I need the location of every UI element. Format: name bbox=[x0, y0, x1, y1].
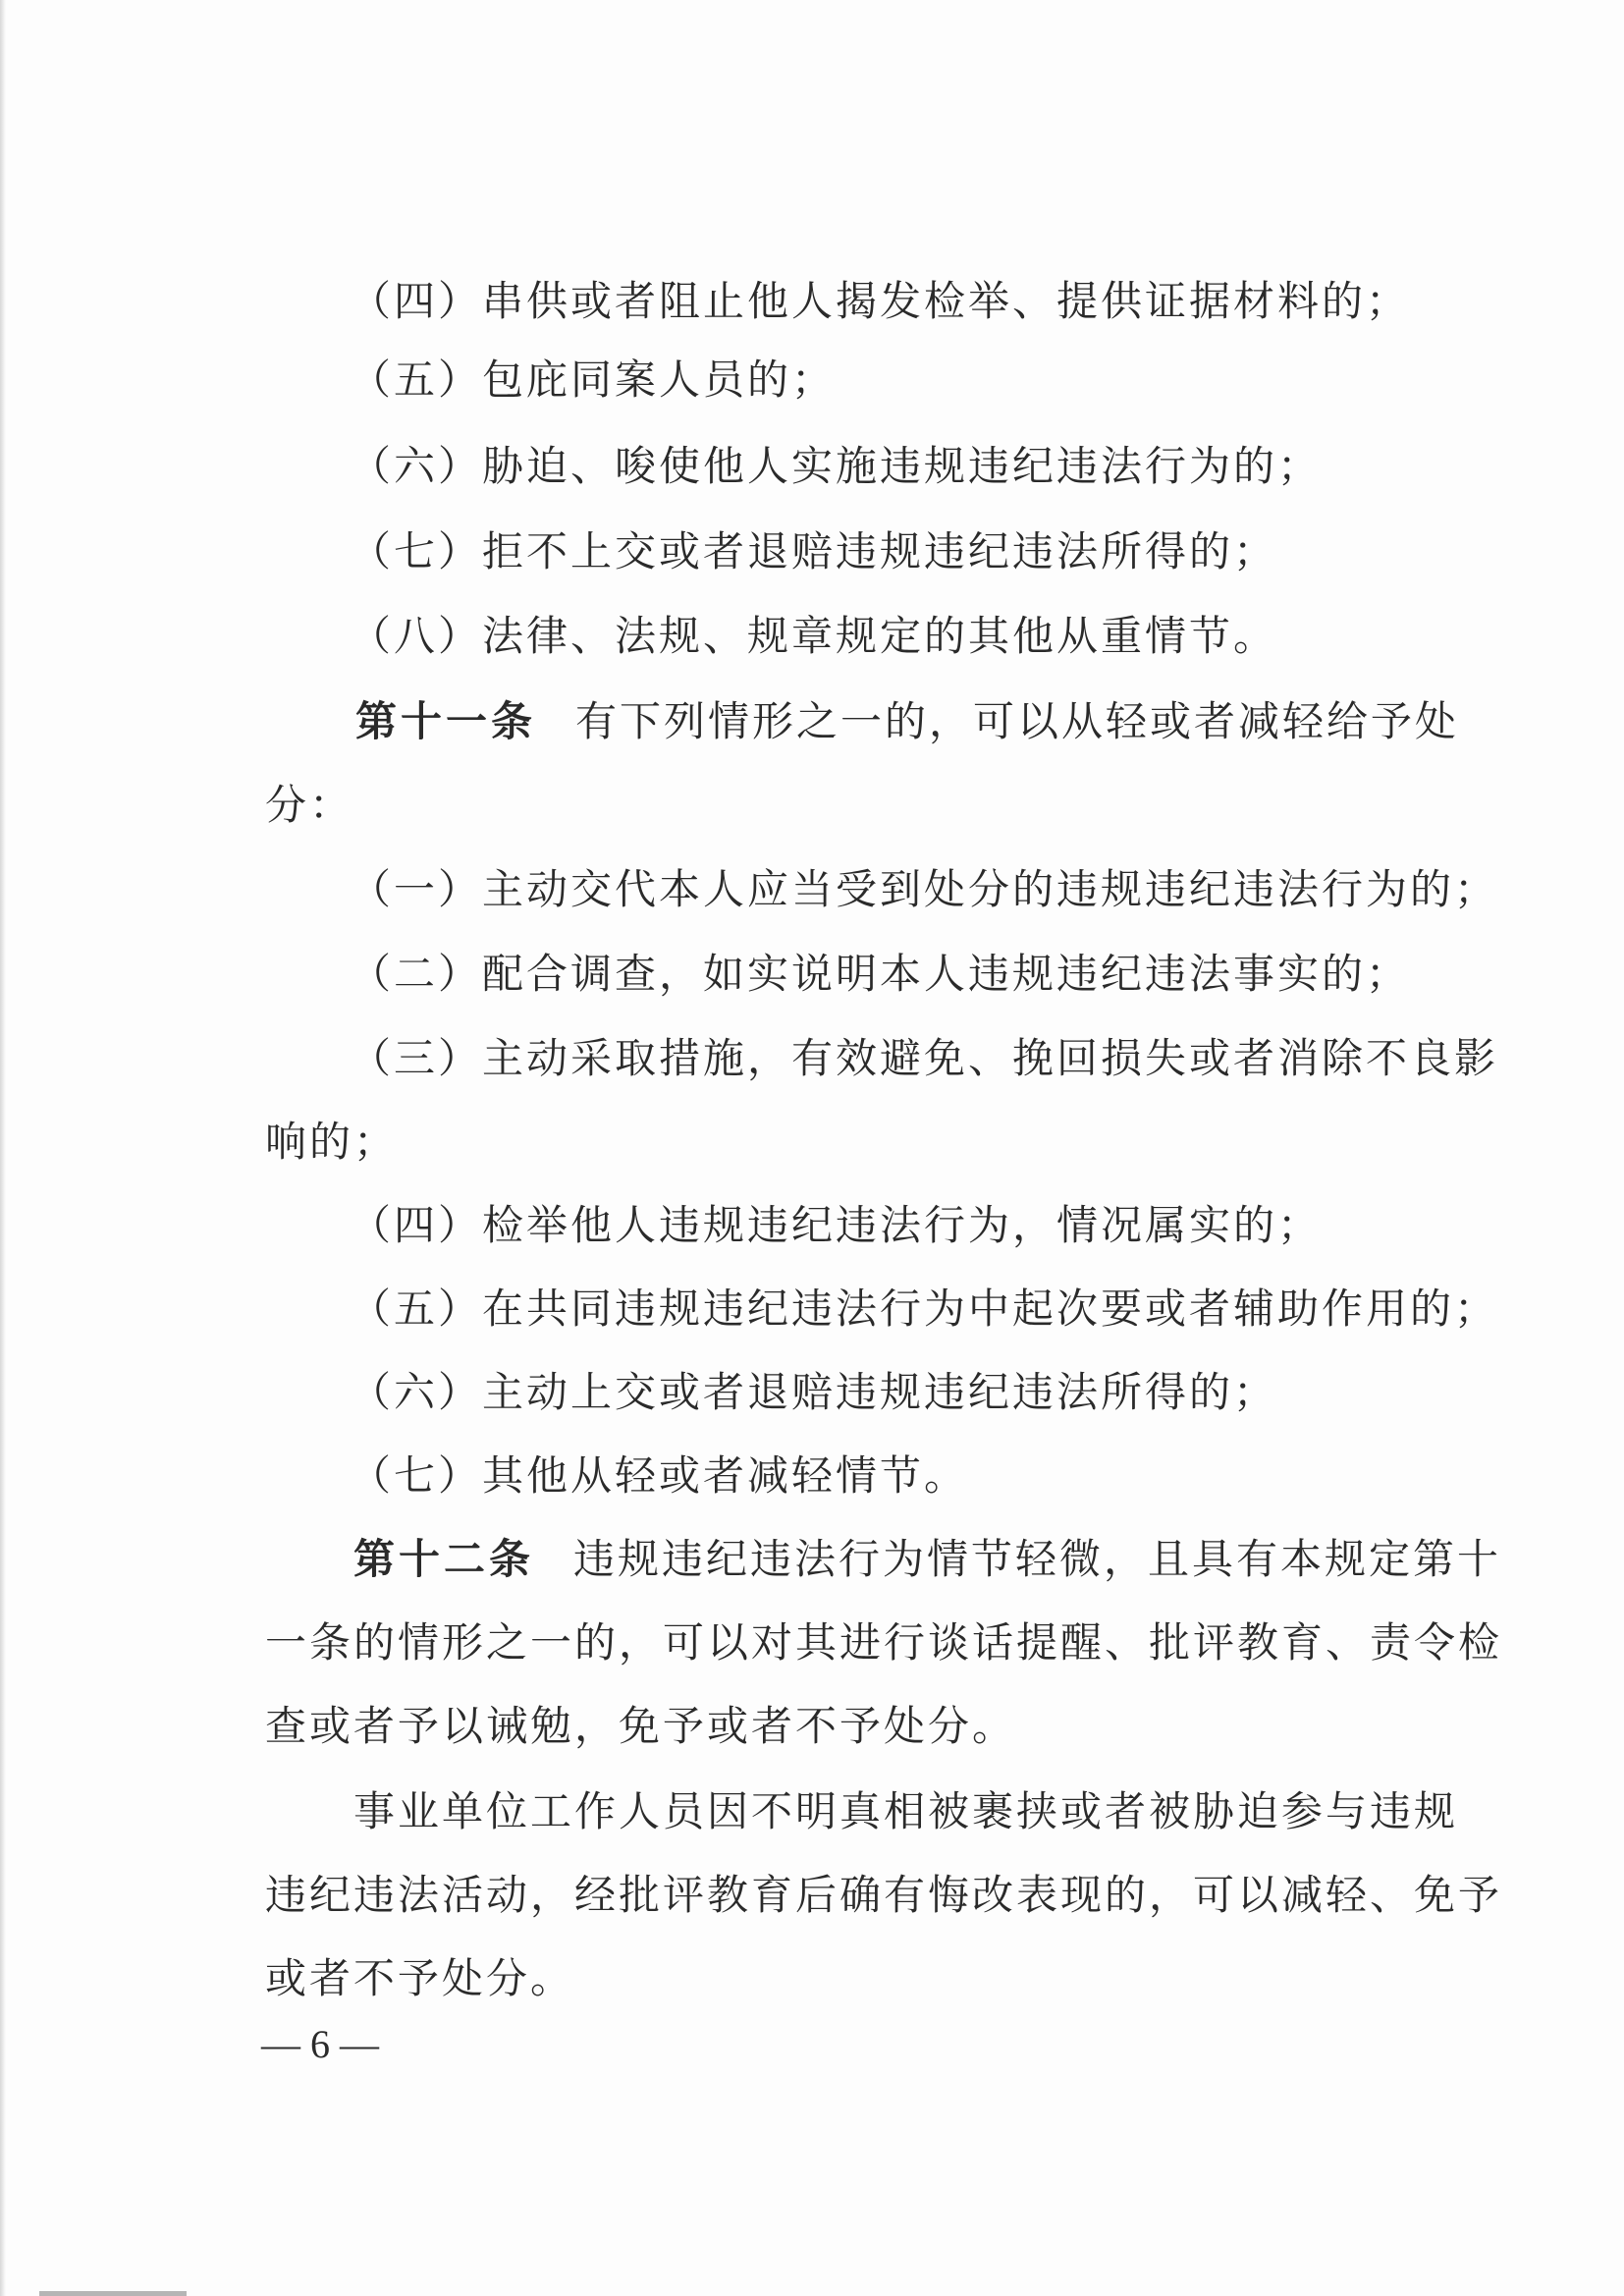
list-b-item-4: （四）检举他人违规违纪违法行为，情况属实的； bbox=[350, 1201, 1323, 1249]
list-b-item-7: （七）其他从轻或者减轻情节。 bbox=[350, 1451, 969, 1500]
paragraph-line-1: 事业单位工作人员因不明真相被裹挟或者被胁迫参与违规 bbox=[353, 1787, 1459, 1835]
list-b-item-3-line-2: 响的； bbox=[265, 1118, 399, 1166]
list-b-item-3-line-1: （三）主动采取措施，有效避免、挽回损失或者消除不良影 bbox=[350, 1034, 1499, 1082]
article-12-line-2: 一条的情形之一的，可以对其进行谈话提醒、批评教育、责令检 bbox=[265, 1618, 1503, 1667]
article-12-line-3: 查或者予以诫勉，免予或者不予处分。 bbox=[265, 1702, 1017, 1750]
scan-edge-shadow bbox=[0, 0, 6, 2296]
list-item-7: （七）拒不上交或者退赔违规违纪违法所得的； bbox=[350, 527, 1278, 575]
article-11-text: 有下列情形之一的，可以从轻或者减轻给予处 bbox=[575, 697, 1460, 745]
article-11-line-1 bbox=[355, 692, 1459, 751]
list-b-item-2: （二）配合调查，如实说明本人违规违纪违法事实的； bbox=[350, 950, 1411, 998]
article-11-line-2: 分： bbox=[265, 781, 354, 829]
paragraph-line-3: 或者不予处分。 bbox=[265, 1954, 575, 2002]
article-12-heading: 第十二条 bbox=[353, 1535, 535, 1583]
list-item-4: （四）串供或者阻止他人揭发检举、提供证据材料的； bbox=[350, 277, 1411, 325]
list-item-6: （六）胁迫、唆使他人实施违规违纪违法行为的； bbox=[350, 442, 1323, 490]
list-b-item-1: （一）主动交代本人应当受到处分的违规违纪违法行为的； bbox=[350, 865, 1499, 913]
paragraph-line-2: 违纪违法活动，经批评教育后确有悔改表现的，可以减轻、免予 bbox=[265, 1871, 1503, 1919]
page-number: — 6 — bbox=[261, 2022, 379, 2066]
list-b-item-6: （六）主动上交或者退赔违规违纪违法所得的； bbox=[350, 1368, 1278, 1416]
article-11-heading: 第十一条 bbox=[355, 697, 537, 745]
article-12-text: 违规违纪违法行为情节轻微，且具有本规定第十 bbox=[573, 1535, 1502, 1583]
list-item-5: （五）包庇同案人员的； bbox=[350, 355, 837, 404]
list-b-item-5: （五）在共同违规违纪违法行为中起次要或者辅助作用的； bbox=[350, 1285, 1499, 1333]
list-item-8: （八）法律、法规、规章规定的其他从重情节。 bbox=[350, 612, 1278, 660]
scan-bottom-mark bbox=[39, 2291, 187, 2296]
article-12-line-1 bbox=[353, 1530, 1501, 1589]
